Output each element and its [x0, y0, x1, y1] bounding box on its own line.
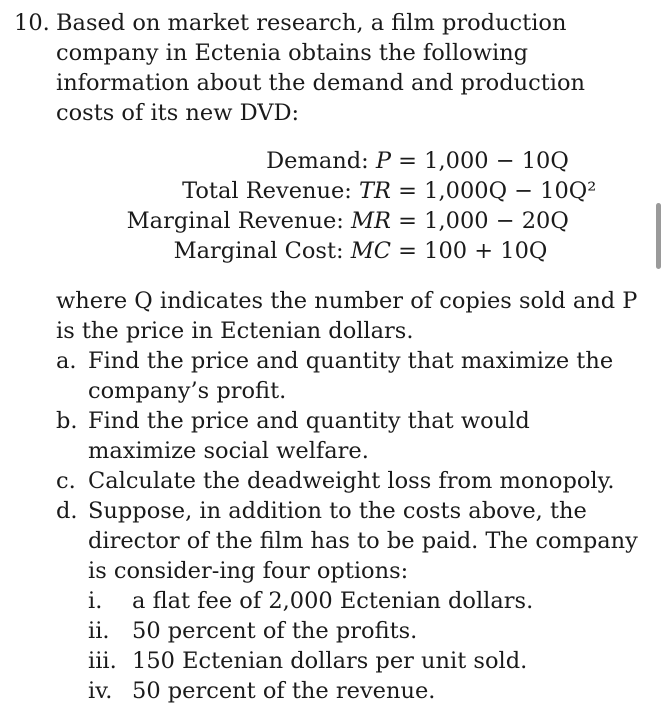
option-text: 150 Ectenian dollars per unit sold. — [132, 648, 528, 674]
equation-marginal-cost — [56, 236, 644, 266]
equation-label: Total Revenue: — [182, 178, 360, 204]
part-b — [56, 406, 644, 466]
option-text: 50 percent of the revenue. — [132, 678, 436, 704]
problem-number: 10. — [14, 10, 50, 36]
option-i — [88, 586, 644, 616]
part-label: c. — [56, 468, 76, 494]
part-text: Calculate the deadweight loss from monopoly. — [88, 468, 615, 494]
equation-variable: MR — [351, 208, 391, 234]
option-label: iii. — [88, 648, 117, 674]
option-iv — [88, 676, 644, 706]
equation-variable: TR — [359, 178, 391, 204]
option-label: iv. — [88, 678, 113, 704]
equation-variable: P — [375, 148, 391, 174]
part-list — [56, 346, 644, 706]
where-clause: where Q indicates the number of copies sold and P is the price in Ectenian dollars. — [56, 288, 638, 344]
option-text: a flat fee of 2,000 Ectenian dollars. — [132, 588, 534, 614]
equation-rhs: = 1,000 − 10Q — [391, 148, 569, 174]
option-ii — [88, 616, 644, 646]
equation-rhs: = 1,000 − 20Q — [391, 208, 569, 234]
scrollbar-thumb[interactable] — [656, 203, 661, 269]
equation-total-revenue — [56, 176, 644, 206]
part-label: a. — [56, 348, 77, 374]
equation-rhs: = 1,000Q − 10Q² — [391, 178, 597, 204]
equation-block — [56, 146, 644, 266]
option-label: i. — [88, 588, 103, 614]
option-label: ii. — [88, 618, 110, 644]
part-d — [56, 496, 644, 706]
part-label: b. — [56, 408, 78, 434]
part-text: Find the price and quantity that would maximize social welfare. — [88, 408, 530, 464]
part-text: Suppose, in addition to the costs above, the director of the film has to be paid. The company is consider-ing four options: — [88, 498, 638, 584]
part-a — [56, 346, 644, 406]
problem-10 — [14, 8, 644, 706]
equation-variable: MC — [350, 238, 391, 264]
equation-rhs: = 100 + 10Q — [391, 238, 548, 264]
part-text: Find the price and quantity that maximize the company’s profit. — [88, 348, 614, 404]
equation-label: Demand: — [266, 148, 376, 174]
equation-demand — [56, 146, 644, 176]
problem-body — [56, 8, 644, 706]
option-iii — [88, 646, 644, 676]
option-text: 50 percent of the profits. — [132, 618, 418, 644]
equation-marginal-revenue — [56, 206, 644, 236]
equation-label: Marginal Cost: — [173, 238, 351, 264]
problem-intro: Based on market research, a film production company in Ectenia obtains the following information about the demand and production costs of its new DVD: — [56, 10, 585, 126]
equation-label: Marginal Revenue: — [126, 208, 352, 234]
part-label: d. — [56, 498, 78, 524]
part-c — [56, 466, 644, 496]
